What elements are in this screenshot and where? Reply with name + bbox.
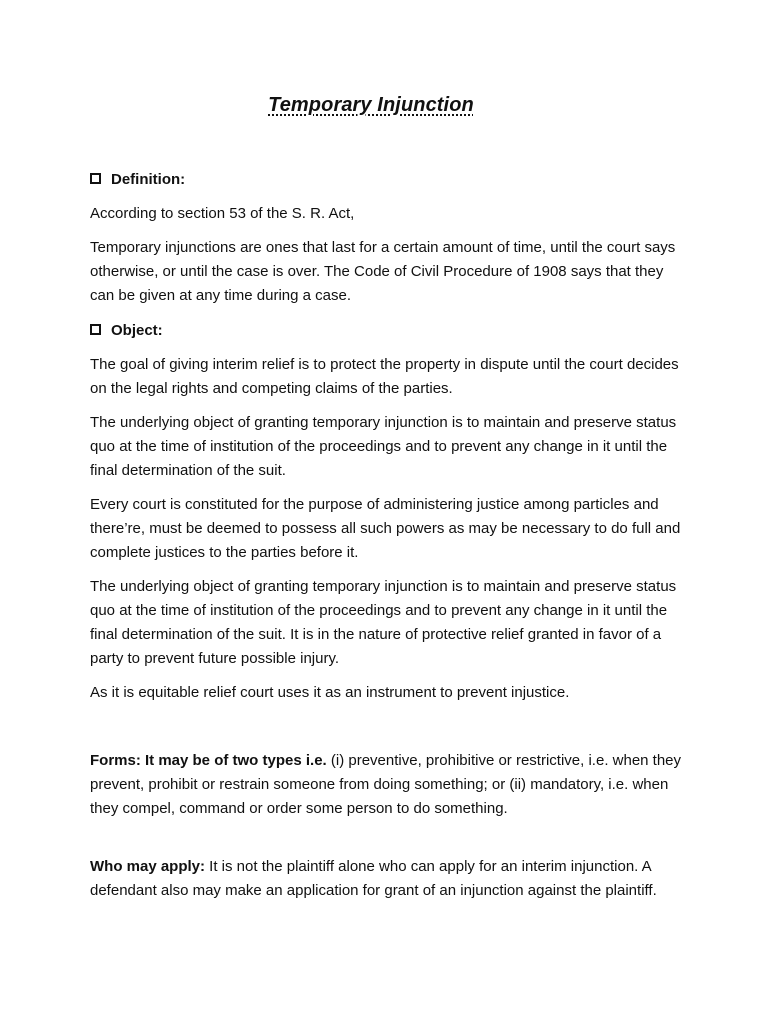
definition-line-1: According to section 53 of the S. R. Act, [90, 205, 355, 222]
definition-heading-text: Definition: [111, 171, 186, 188]
object-paragraph-4: The underlying object of granting temporary injunction is to maintain and preserve status quo at the time of institution of the proceedings and to prevent any change in it until the final determination of the suit. It is in the nature of protective relief granted in favor of a party to prevent future possible injury. [90, 578, 677, 667]
object-paragraph-2: The underlying object of granting temporary injunction is to maintain and preserve status quo at the time of institution of the proceedings and to prevent any change in it until the final determination of the suit. [90, 414, 677, 479]
object-paragraph-5: As it is equitable relief court uses it as an instrument to prevent injustice. [90, 684, 570, 701]
object-paragraph-3: Every court is constituted for the purpose of administering justice among particles and there’re, must be deemed to possess all such powers as may be necessary to do full and complete justices to the parties before it. [90, 496, 681, 561]
checkbox-bullet-icon [90, 324, 101, 335]
forms-text: (i) preventive, prohibitive or restrictive, i.e. when they prevent, prohibit or restrain someone from doing something; or (ii) mandatory, i.e. when they compel, command or order some person to do something. [90, 752, 682, 817]
who-may-apply-text: It is not the plaintiff alone who can apply for an interim injunction. A defendant also may make an application for grant of an injunction against the plaintiff. [90, 858, 657, 899]
object-heading-text: Object: [111, 322, 163, 339]
document-title: Temporary Injunction [268, 94, 474, 116]
object-paragraph-1: The goal of giving interim relief is to protect the property in dispute until the court decides on the legal rights and competing claims of the parties. [90, 356, 679, 397]
definition-heading [90, 171, 185, 188]
forms-label: Forms: It may be of two types i.e. [90, 752, 327, 769]
object-heading [90, 322, 163, 339]
checkbox-bullet-icon [90, 173, 101, 184]
forms-paragraph [90, 749, 690, 821]
who-may-apply-paragraph [90, 855, 690, 903]
definition-paragraph: Temporary injunctions are ones that last for a certain amount of time, until the court says otherwise, or until the case is over. The Code of Civil Procedure of 1908 says that they can be given at any time during a case. [90, 239, 676, 304]
who-may-apply-label: Who may apply: [90, 858, 206, 875]
